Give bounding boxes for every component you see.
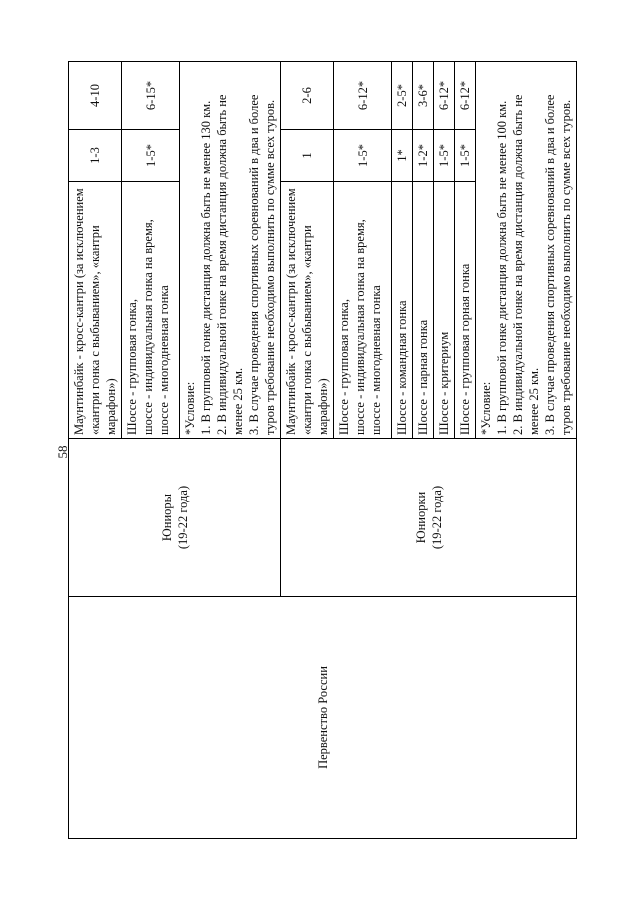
place-min-cell: 1-3 (69, 130, 122, 182)
condition-cell: *Условие: 1. В групповой гонке дистанция должна быть не менее 100 км. 2. В индивидуальной гонке на время дистанция должна быть не менее 25 км. 3. В случае проведения спортивных соревнований в два и более туров требование необходимо выполнить по сумме всех туров. (476, 62, 577, 439)
place-min-cell: 1-5* (122, 130, 180, 182)
event-cell: Шоссе - командная гонка (392, 182, 413, 439)
event-cell: Маунтинбайк - кросс-кантри (за исключением «кантри гонка с выбыванием», «кантри марафон») (69, 182, 122, 439)
rotated-table-area (68, 62, 609, 839)
event-cell: Шоссе - групповая горная гонка (455, 182, 476, 439)
place-min-cell: 1-2* (413, 130, 434, 182)
group-juniors-cell: Юниоры (19-22 года) (69, 439, 281, 597)
place-min-cell: 1 (281, 130, 334, 182)
event-cell: Шоссе - групповая гонка, шоссе - индивидуальная гонка на время, шоссе - многодневная гонка (334, 182, 392, 439)
place-min-cell: 1-5* (455, 130, 476, 182)
event-cell: Маунтинбайк - кросс-кантри (за исключением «кантри гонка с выбыванием», «кантри марафон») (281, 182, 334, 439)
event-cell: Шоссе - групповая гонка, шоссе - индивидуальная гонка на время, шоссе - многодневная гонка (122, 182, 180, 439)
competition-name-cell: Первенство России (69, 597, 577, 839)
event-cell: Шоссе - критериум (434, 182, 455, 439)
place-min-cell: 1-5* (334, 130, 392, 182)
place-max-cell: 2-5* (392, 62, 413, 130)
event-cell: Шоссе - парная гонка (413, 182, 434, 439)
place-max-cell: 6-12* (334, 62, 392, 130)
place-max-cell: 4-10 (69, 62, 122, 130)
place-max-cell: 2-6 (281, 62, 334, 130)
place-max-cell: 6-15* (122, 62, 180, 130)
qualification-table (68, 61, 577, 839)
place-max-cell: 3-6* (413, 62, 434, 130)
page-number: 58 (55, 445, 70, 459)
place-max-cell: 6-12* (455, 62, 476, 130)
place-max-cell: 6-12* (434, 62, 455, 130)
condition-cell: *Условие: 1. В групповой гонке дистанция должна быть не менее 130 км. 2. В индивидуальной гонке на время дистанция должна быть не менее 25 км. 3. В случае проведения спортивных соревнований в два и более туров требование необходимо выполнить по сумме всех туров. (180, 62, 281, 439)
group-junior-women-cell: Юниорки (19-22 года) (281, 439, 577, 597)
place-min-cell: 1* (392, 130, 413, 182)
place-min-cell: 1-5* (434, 130, 455, 182)
